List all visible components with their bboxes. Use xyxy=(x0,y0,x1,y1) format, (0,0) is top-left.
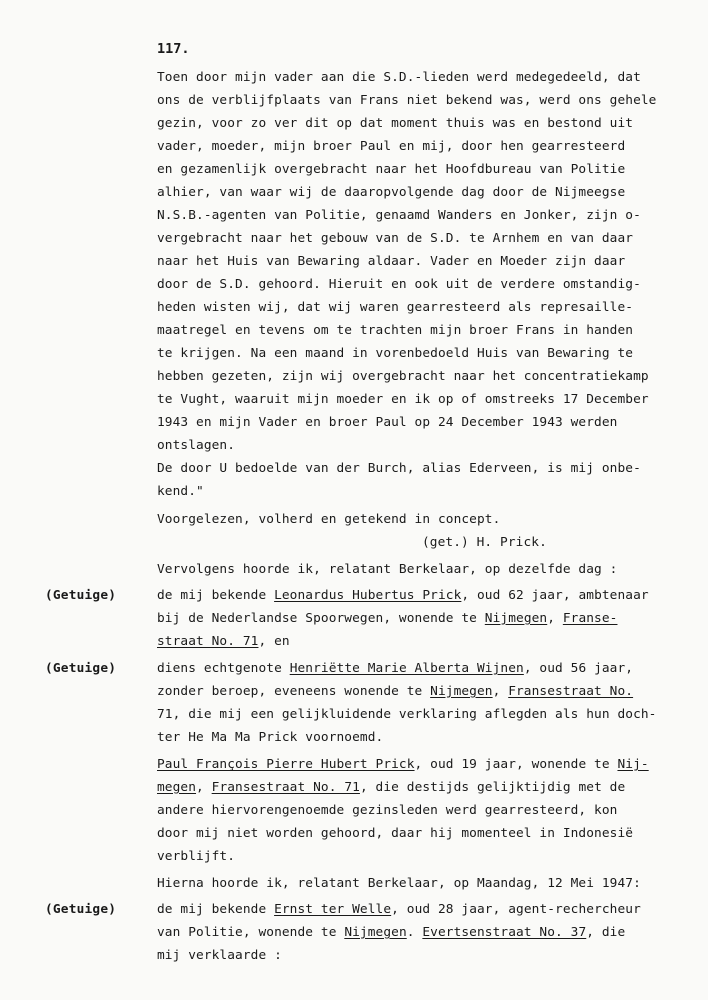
text-line: hebben gezeten, zijn wij overgebracht naar het concentratiekamp xyxy=(157,369,649,384)
margin-label-witness: (Getuige) xyxy=(45,588,117,603)
text-line: en gezamenlijk overgebracht naar het Hoofdbureau van Politie xyxy=(157,162,626,177)
hearing-line: Vervolgens hoorde ik, relatant Berkelaar, op dezelfde dag : xyxy=(157,562,618,577)
text-line: te krijgen. Na een maand in vorenbedoeld Huis van Bewaring te xyxy=(157,346,634,361)
witness-line: verblijft. xyxy=(157,849,236,864)
witness-line: Paul François Pierre Hubert Prick, oud 19 jaar, wonende te Nij- xyxy=(157,757,649,772)
hearing-line: Hierna hoorde ik, relatant Berkelaar, op Maandag, 12 Mei 1947: xyxy=(157,876,641,891)
witness-city: Nijmegen xyxy=(430,684,493,699)
text-line: 1943 en mijn Vader en broer Paul op 24 December 1943 werden xyxy=(157,415,618,430)
witness-line: andere hiervorengenoemde gezinsleden werd gearresteerd, kon xyxy=(157,803,618,818)
signature: (get.) H. Prick. xyxy=(422,535,547,550)
witness-city: Nijmegen xyxy=(344,925,407,940)
witness-line: van Politie, wonende te Nijmegen. Evertsenstraat No. 37, die xyxy=(157,925,626,940)
witness-name: Henriëtte Marie Alberta Wijnen xyxy=(289,661,524,676)
witness-line: mij verklaarde : xyxy=(157,948,282,963)
witness-name: Leonardus Hubertus Prick xyxy=(274,588,462,603)
witness-name: Paul François Pierre Hubert Prick xyxy=(157,757,415,772)
witness-line: 71, die mij een gelijkluidende verklaring aflegden als hun doch- xyxy=(157,707,657,722)
text-line: Toen door mijn vader aan die S.D.-lieden werd medegedeeld, dat xyxy=(157,70,641,85)
text-line: kend." xyxy=(157,484,204,499)
text-line: heden wisten wij, dat wij waren gearresteerd als represaille- xyxy=(157,300,634,315)
text-line: maatregel en tevens om te trachten mijn broer Frans in handen xyxy=(157,323,634,338)
text-line: vergebracht naar het gebouw van de S.D. te Arnhem en van daar xyxy=(157,231,634,246)
text-line: gezin, voor zo ver dit op dat moment thuis was en bestond uit xyxy=(157,116,634,131)
text-line: De door U bedoelde van der Burch, alias Ederveen, is mij onbe- xyxy=(157,461,641,476)
text-line: door de S.D. gehoord. Hieruit en ook uit de verdere omstandig- xyxy=(157,277,641,292)
witness-line: ter He Ma Ma Prick voornoemd. xyxy=(157,730,384,745)
text-line: naar het Huis van Bewaring aldaar. Vader en Moeder zijn daar xyxy=(157,254,626,269)
text-line: N.S.B.-agenten van Politie, genaamd Wanders en Jonker, zijn o- xyxy=(157,208,641,223)
witness-line: de mij bekende Leonardus Hubertus Prick, oud 62 jaar, ambtenaar xyxy=(157,588,649,603)
witness-line: door mij niet worden gehoord, daar hij momenteel in Indonesië xyxy=(157,826,634,841)
margin-label-witness: (Getuige) xyxy=(45,661,117,676)
witness-city: Nij- xyxy=(617,757,649,772)
witness-street: Evertsenstraat No. 37 xyxy=(422,925,587,940)
witness-line: straat No. 71, en xyxy=(157,634,290,649)
text-line: ontslagen. xyxy=(157,438,236,453)
witness-line: bij de Nederlandse Spoorwegen, wonende te Nijmegen, Franse- xyxy=(157,611,618,626)
witness-street: Franse- xyxy=(562,611,618,626)
witness-line: de mij bekende Ernst ter Welle, oud 28 jaar, agent-rechercheur xyxy=(157,902,641,917)
margin-label-witness: (Getuige) xyxy=(45,902,117,917)
witness-name: Ernst ter Welle xyxy=(274,902,392,917)
witness-street: Fransestraat No. xyxy=(508,684,634,699)
text-line: alhier, van waar wij de daaropvolgende dag door de Nijmeegse xyxy=(157,185,626,200)
read-statement: Voorgelezen, volherd en getekend in concept. xyxy=(157,512,501,527)
witness-line: diens echtgenote Henriëtte Marie Alberta Wijnen, oud 56 jaar, xyxy=(157,661,634,676)
witness-city: megen xyxy=(157,780,197,795)
text-line: ons de verblijfplaats van Frans niet bekend was, werd ons gehele xyxy=(157,93,657,108)
witness-street: straat No. 71 xyxy=(157,634,259,649)
witness-line: megen, Fransestraat No. 71, die destijds gelijktijdig met de xyxy=(157,780,626,795)
text-line: vader, moeder, mijn broer Paul en mij, door hen gearresteerd xyxy=(157,139,626,154)
witness-city: Nijmegen xyxy=(484,611,548,626)
witness-line: zonder beroep, eveneens wonende te Nijmegen, Fransestraat No. xyxy=(157,684,634,699)
text-line: te Vught, waaruit mijn moeder en ik op of omstreeks 17 December xyxy=(157,392,649,407)
page-number: 117. xyxy=(157,41,190,57)
witness-street: Fransestraat No. 71 xyxy=(211,780,360,795)
